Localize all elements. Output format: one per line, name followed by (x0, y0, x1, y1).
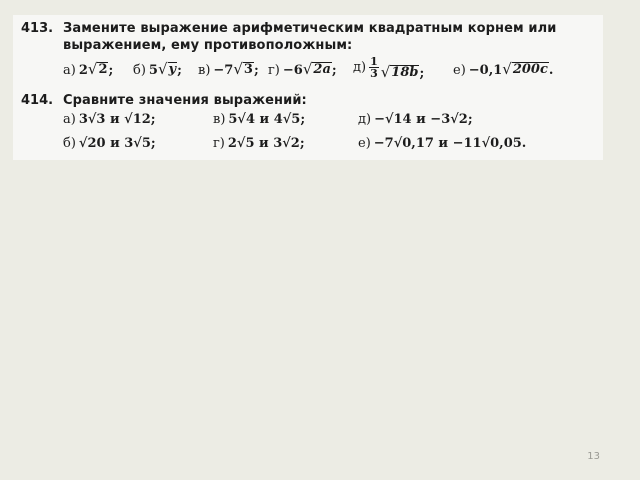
problem-text-line-1: Сравните значения выражений: (63, 93, 307, 108)
problem-text-line-1: Замените выражение арифметическим квадратным корнем или (63, 21, 557, 36)
item-g: г) 2√5 и 3√2; (213, 136, 305, 151)
item-a: а) 3√3 и √12; (63, 112, 156, 127)
item-e: е) −7√0,17 и −11√0,05. (358, 136, 527, 151)
item-d: д) −√14 и −3√2; (358, 112, 473, 127)
item-b: б) 5 √ y ; (133, 60, 182, 78)
item-d: д) $\frac{1}{3}$ √ 18b ; (353, 55, 425, 81)
problem-text-line-2: выражением, ему противоположным: (63, 38, 353, 53)
problem-number: 413. (21, 21, 54, 36)
slide-number: 13 (587, 451, 600, 462)
item-a: а) 2 √ 2 ; (63, 60, 114, 78)
item-e: е) −0,1 √ 200c . (453, 60, 554, 78)
item-v: в) −7 √ 3 ; (198, 60, 259, 78)
item-v: в) 5√4 и 4√5; (213, 112, 306, 127)
item-b: б) √20 и 3√5; (63, 136, 156, 151)
item-g: г) −6 √ 2a ; (268, 60, 337, 78)
problem-number: 414. (21, 93, 54, 108)
textbook-scan (13, 15, 603, 160)
